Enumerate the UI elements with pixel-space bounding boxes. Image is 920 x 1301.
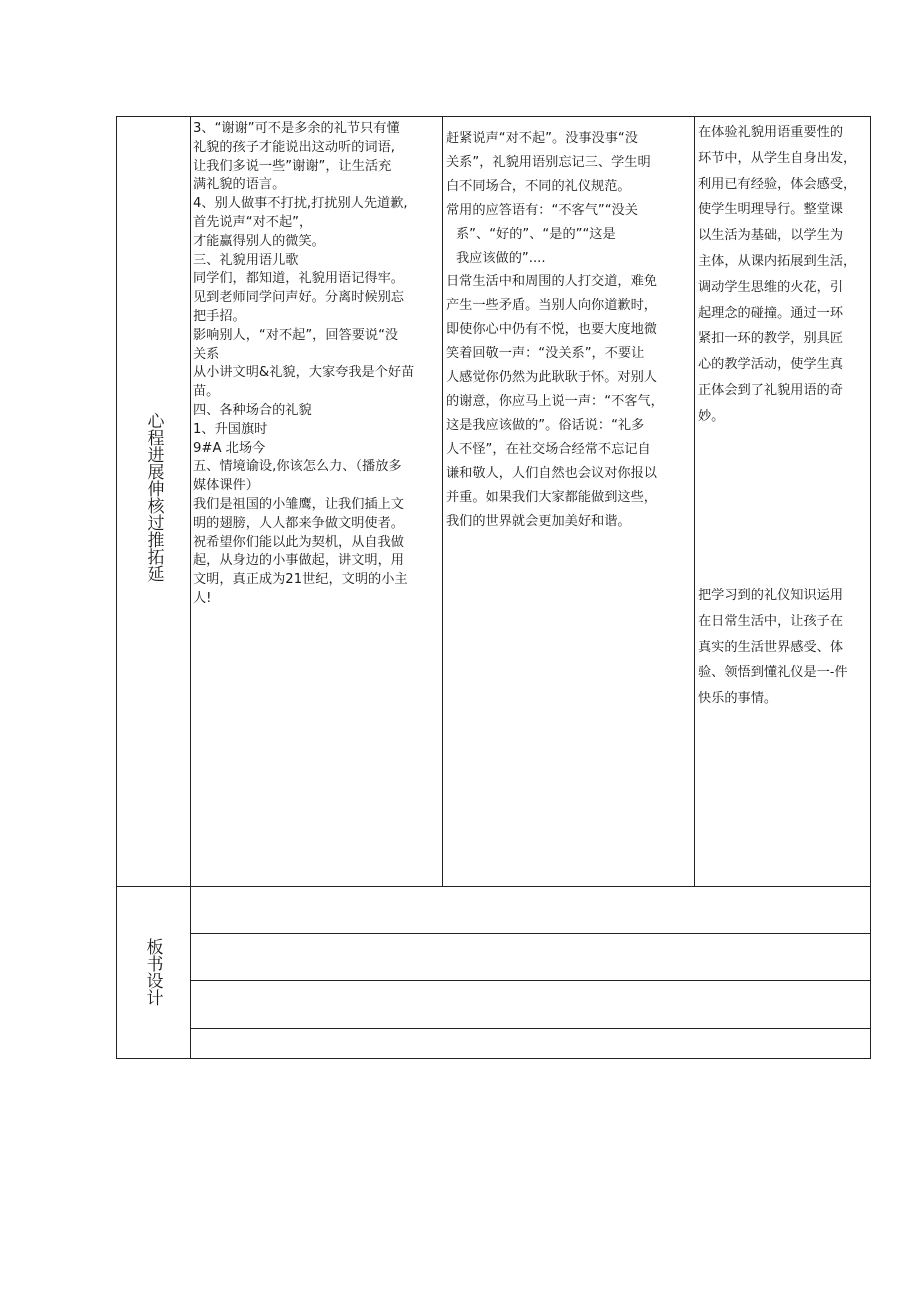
text-line: 见到老师同学问声好。分离时候别忘 [193,290,404,306]
text-line: 人! [193,590,212,606]
lesson-table [116,116,871,1059]
text-line: 首先说声“对不起”， [193,214,313,230]
text-line: 日常生活中和周围的人打交道，难免 [446,274,657,290]
text-line: 谦和敬人，人们自然也会议对你报以 [446,465,657,481]
text-line: 心的教学活动，使学生真 [698,357,844,373]
text-line: 在体验礼貌用语重要性的 [698,125,844,140]
column-divider-3 [694,116,695,886]
text-line: 快乐的事情。 [698,691,778,707]
text-line: 把手招。 [193,308,246,324]
text-line: 媒体课件） [193,478,259,494]
text-line: 我们是祖国的小雏鹰，让我们插上文 [193,496,404,512]
text-line: 把学习到的礼仪知识运用 [698,588,844,603]
text-line: 主体，从课内拓展到生活， [698,253,857,269]
text-line: 以生活为基础，以学生为 [698,228,844,244]
text-line: 我应该做的”.... [456,250,546,266]
text-line: 从小讲文明&礼貌，大家夸我是个好苗 [193,365,415,381]
text-line: 1、升国旗时 [193,421,268,437]
text-line: 同学们，都知道，礼貌用语记得牢。 [193,271,404,287]
text-line: 影响别人，“对不起”，回答要说“没 [193,327,399,343]
text-line: 才能赢得别人的微笑。 [193,233,325,249]
text-line: 在日常生活中，让孩子在 [698,613,844,629]
text-line: 并重。如果我们大家都能做到这些， [446,489,657,505]
text-line: 关系 [193,346,220,362]
text-line: 即使你心中仍有不悦，也要大度地微 [446,322,657,338]
table-border-right [870,116,871,1059]
text-line: 五、情境谕设,你该怎么力、（播放多 [193,459,402,475]
section-label-process: 心程进展伸核过推拓延 [143,412,164,582]
text-line: 苗。 [193,384,220,400]
text-line: 文明，真正成为21世纪，文明的小主 [193,572,408,588]
text-line: 正体会到了礼貌用语的奇 [698,382,844,398]
text-line: 祝希望你们能以此为契机，从自我做 [193,534,404,550]
text-line: 礼貌的孩子才能说出这动听的词语, [193,139,396,155]
text-line: 紧扣一环的教学，别具匠 [698,331,844,347]
text-line: 调动学生思维的火花，引 [698,279,844,295]
text-line: 人不怪”，在社交场合经常不忘记自 [446,441,651,457]
text-line: 起理念的碰撞。通过一环 [698,305,844,321]
text-line: 我们的世界就会更加美好和谐。 [446,513,631,529]
text-line: 环节中，从学生自身出发， [698,150,857,166]
text-line: 4、别人做事不打扰,打扰别人先道歉, [193,196,408,212]
text-line: 验、领悟到懂礼仪是一-件 [698,665,848,681]
text-line: 产生一些矛盾。当别人向你道歉时， [446,298,657,314]
board-row-3 [191,981,870,1028]
student-activity-column [446,127,692,882]
text-line: 三、礼貌用语儿歌 [193,252,299,268]
text-line: 白不同场合，不同的礼仪规范。 [446,178,631,194]
text-line: 明的翅膀，人人都来争做文明使者。 [193,515,404,531]
text-line: 四、各种场合的礼貌 [193,402,312,418]
design-intent-bottom [698,583,870,783]
text-line: 关系”，礼貌用语别忘记三、学生明 [446,154,651,170]
text-line: 这是我应该做的”。俗话说：“礼多 [446,417,645,433]
text-line: 的谢意，你应马上说一声：“不客气， [446,393,664,409]
text-line: 利用已有经验，体会感受， [698,176,857,192]
table-border-top [116,116,871,117]
text-line: 笑着回敬一声：“没关系”，不要让 [446,346,645,362]
text-line: 起，从身边的小事做起，讲文明，用 [193,553,404,569]
text-line: 妙。 [698,408,725,424]
board-row-2 [191,934,870,980]
design-intent-top [698,120,870,480]
board-row-1 [191,887,870,933]
text-line: 系”、“好的”、“是的”“这是 [456,226,616,242]
text-line: 3、“谢谢”可不是多余的礼节只有懂 [193,121,400,136]
text-line: 9#A 北场今 [193,440,266,456]
text-line: 人感觉你仍然为此耿耿于怀。对别人 [446,370,657,386]
column-divider-2 [442,116,443,886]
table-border-left [116,116,117,1059]
section-label-board-design: 板书设计 [142,938,163,1006]
teacher-activity-column [193,120,441,880]
text-line: 赶紧说声“对不起”。没事没事“没 [446,131,638,146]
text-line: 使学生明理导行。整堂课 [698,202,844,218]
board-row-4 [191,1029,870,1058]
text-line: 满礼貌的语言。 [193,177,286,193]
table-border-bottom [116,1058,871,1059]
text-line: 真实的生活世界感受、体 [698,639,844,655]
text-line: 常用的应答语有：“不客气”“没关 [446,202,638,218]
text-line: 让我们多说一些”谢谢”，让生活充 [193,158,392,174]
